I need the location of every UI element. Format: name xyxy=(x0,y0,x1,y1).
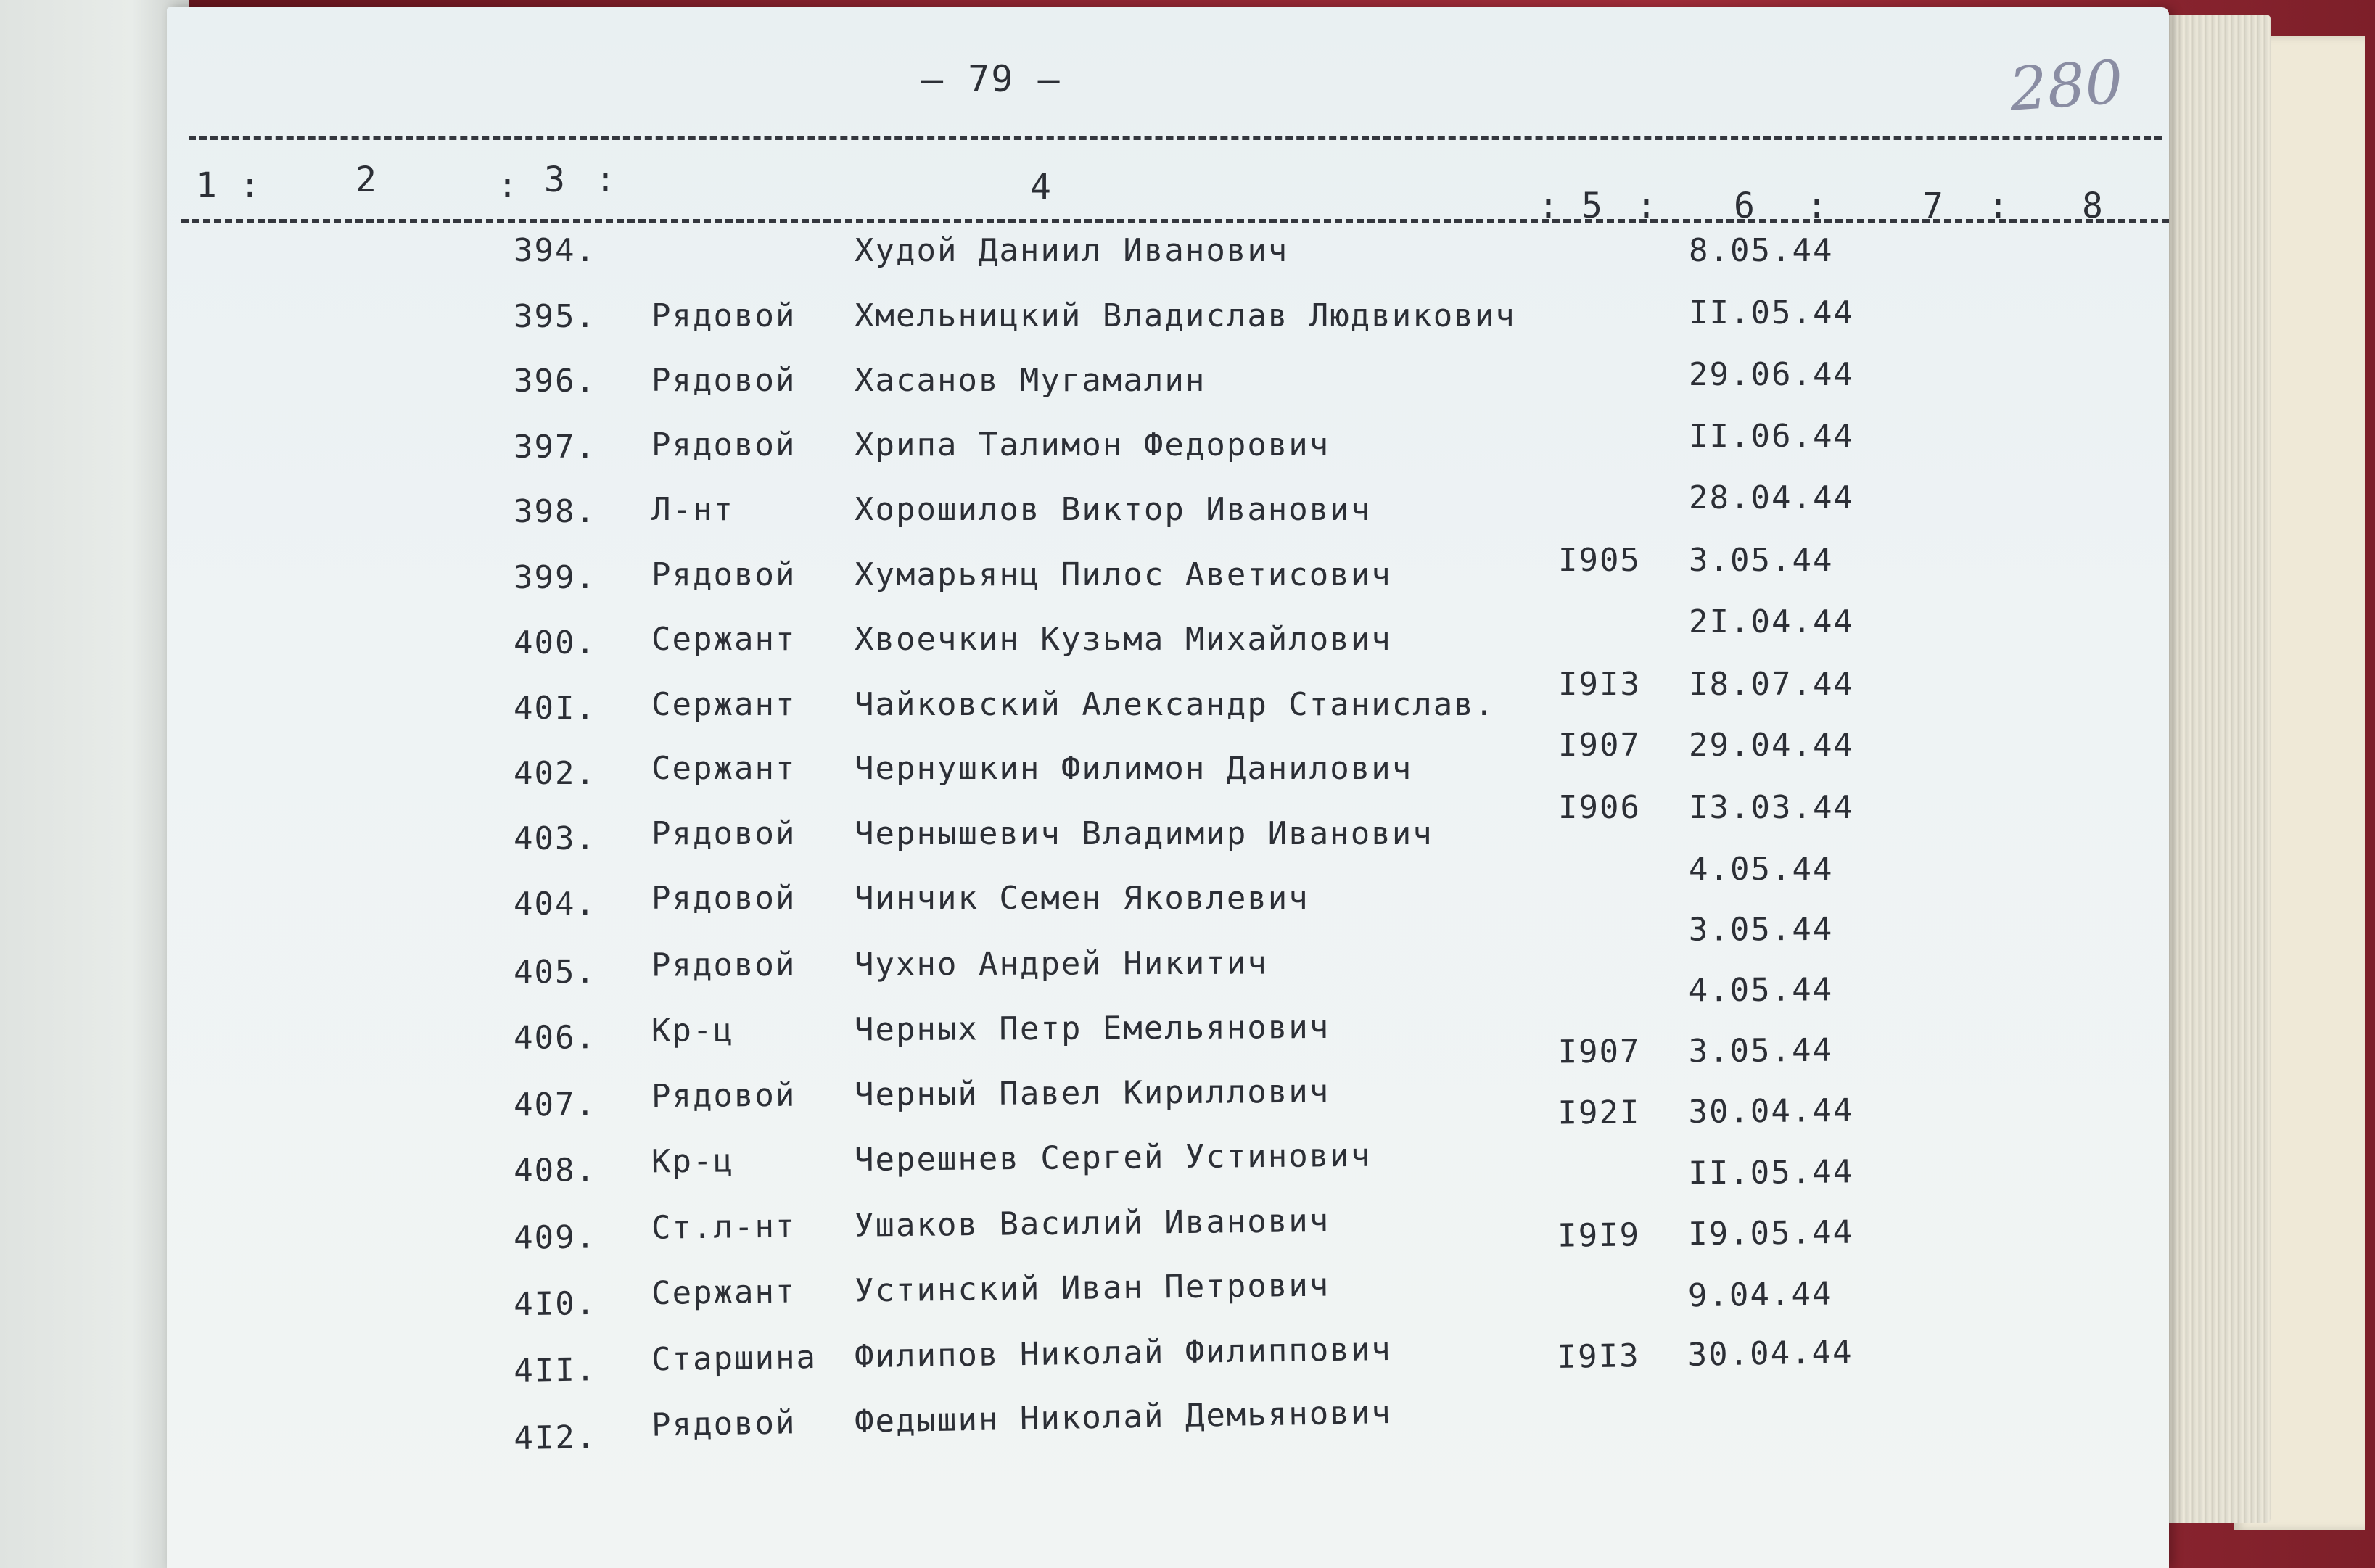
row-date: I8.07.44 xyxy=(1689,665,1854,703)
row-rank: Рядовой xyxy=(651,426,797,463)
row-number: 399. xyxy=(514,558,596,596)
table-row xyxy=(167,727,2169,804)
column-separator: : xyxy=(1988,186,2010,226)
row-date: II.05.44 xyxy=(1689,294,1854,331)
row-number: 396. xyxy=(514,363,596,400)
row-full-name: Устинский Иван Петрович xyxy=(854,1266,1330,1310)
row-number: 402. xyxy=(514,755,596,792)
column-header-3: 3 xyxy=(544,160,567,200)
row-full-name: Черных Петр Емельянович xyxy=(854,1008,1330,1049)
column-header-8: 8 xyxy=(2082,186,2104,226)
row-full-name: Чинчик Семен Яковлевич xyxy=(855,880,1309,917)
column-header-row xyxy=(167,145,2169,232)
row-full-name: Черный Павел Кириллович xyxy=(854,1073,1330,1113)
row-number: 409. xyxy=(513,1218,597,1257)
row-birth-year: I907 xyxy=(1557,1033,1641,1070)
table-row xyxy=(167,971,2169,1065)
column-header-4: 4 xyxy=(1030,167,1053,207)
row-rank: Кр-ц xyxy=(651,1142,735,1181)
row-rank: Л-нт xyxy=(651,491,734,528)
row-rank: Старшина xyxy=(651,1338,818,1378)
column-separator: : xyxy=(239,165,262,206)
row-full-name: Хмельницкий Владислав Людвикович xyxy=(855,297,1516,334)
column-header-2: 2 xyxy=(355,160,378,200)
row-date: 2I.04.44 xyxy=(1689,603,1854,640)
row-rank: Рядовой xyxy=(651,362,797,399)
row-full-name: Хорошилов Виктор Иванович xyxy=(855,491,1372,528)
row-number: 395. xyxy=(514,297,596,335)
row-date: 3.05.44 xyxy=(1688,1031,1834,1070)
row-date: 28.04.44 xyxy=(1689,479,1854,516)
row-rank: Кр-ц xyxy=(651,1012,735,1049)
row-number: 398. xyxy=(514,493,596,530)
row-date: 30.04.44 xyxy=(1687,1333,1853,1374)
row-full-name: Чайковский Александр Станислав. xyxy=(855,685,1496,723)
table-row xyxy=(167,603,2169,675)
column-header-1: 1 xyxy=(196,165,218,206)
row-number: 4I0. xyxy=(513,1284,597,1324)
row-number: 408. xyxy=(513,1152,597,1190)
column-header-6: 6 xyxy=(1734,186,1756,226)
page-number: – 79 – xyxy=(921,58,1061,100)
column-header-5: 5 xyxy=(1581,186,1604,226)
row-date: 8.05.44 xyxy=(1689,232,1834,269)
column-separator: : xyxy=(497,165,519,206)
column-separator: : xyxy=(1806,186,1829,226)
row-full-name: Чернышевич Владимир Иванович xyxy=(855,814,1433,852)
row-full-name: Хвоечкин Кузьма Михайлович xyxy=(855,621,1392,658)
row-full-name: Худой Даниил Иванович xyxy=(855,232,1289,269)
row-birth-year: I9I9 xyxy=(1557,1216,1641,1255)
row-rank: Рядовой xyxy=(651,814,797,852)
table-row xyxy=(167,232,2169,290)
row-birth-year: I9I3 xyxy=(1557,1337,1641,1376)
row-rank: Рядовой xyxy=(651,1076,797,1115)
row-date: 29.06.44 xyxy=(1689,356,1854,393)
row-date: 3.05.44 xyxy=(1689,541,1834,579)
row-rank: Сержант xyxy=(651,1273,797,1312)
row-full-name: Хасанов Мугамалин xyxy=(855,362,1206,399)
document-page xyxy=(167,7,2169,1568)
row-date: 9.04.44 xyxy=(1687,1274,1833,1314)
column-separator: : xyxy=(1636,186,1658,226)
table-row xyxy=(167,910,2169,1000)
row-full-name: Чухно Андрей Никитич xyxy=(854,944,1268,983)
row-number: 4II. xyxy=(513,1350,597,1390)
row-birth-year: I905 xyxy=(1558,541,1641,579)
row-rank: Рядовой xyxy=(651,1404,797,1444)
header-top-rule xyxy=(189,136,2162,140)
row-number: 406. xyxy=(513,1019,597,1057)
row-date: 30.04.44 xyxy=(1688,1092,1854,1131)
row-date: 3.05.44 xyxy=(1688,910,1834,949)
row-rank: Сержант xyxy=(651,685,797,723)
row-full-name: Ушаков Василий Иванович xyxy=(854,1202,1330,1245)
row-number: 4I2. xyxy=(513,1419,597,1458)
row-number: 405. xyxy=(513,953,597,991)
row-rank: Сержант xyxy=(651,621,797,658)
row-number: 40I. xyxy=(514,689,596,727)
row-number: 403. xyxy=(514,820,596,857)
table-row xyxy=(167,665,2169,740)
table-row xyxy=(167,851,2169,932)
row-number: 407. xyxy=(513,1086,597,1123)
row-date: I9.05.44 xyxy=(1687,1213,1854,1253)
table-row xyxy=(167,479,2169,547)
table-row xyxy=(167,356,2169,418)
column-separator: : xyxy=(1538,186,1560,226)
row-full-name: Хумарьянц Пилос Аветисович xyxy=(855,556,1392,593)
row-date: II.05.44 xyxy=(1688,1152,1854,1192)
row-number: 397. xyxy=(514,428,596,466)
row-full-name: Филипов Николай Филиппович xyxy=(854,1330,1393,1375)
row-date: II.06.44 xyxy=(1689,417,1854,455)
left-book-page xyxy=(0,0,189,1568)
row-rank: Рядовой xyxy=(651,946,797,984)
row-birth-year: I92I xyxy=(1557,1094,1641,1132)
table-row xyxy=(167,417,2169,483)
row-date: 4.05.44 xyxy=(1689,851,1834,888)
row-full-name: Хрипа Талимон Федорович xyxy=(855,426,1330,463)
row-rank: Рядовой xyxy=(651,297,797,334)
table-row xyxy=(167,294,2169,355)
table-row xyxy=(167,541,2169,611)
row-full-name: Черешнев Сергей Устинович xyxy=(854,1136,1372,1179)
archive-page-number: 280 xyxy=(2006,48,2125,125)
row-full-name: Чернушкин Филимон Данилович xyxy=(855,750,1413,787)
row-number: 400. xyxy=(514,624,596,661)
row-number: 404. xyxy=(514,886,596,923)
column-separator: : xyxy=(595,160,617,200)
column-header-7: 7 xyxy=(1922,186,1945,226)
row-rank: Сержант xyxy=(651,750,797,787)
row-rank: Рядовой xyxy=(651,556,797,593)
row-birth-year: I906 xyxy=(1558,788,1641,826)
table-row xyxy=(167,788,2169,868)
row-birth-year: I907 xyxy=(1558,727,1641,764)
row-full-name: Федышин Николай Демьянович xyxy=(854,1393,1393,1440)
row-rank: Рядовой xyxy=(651,880,797,917)
row-birth-year: I9I3 xyxy=(1558,665,1641,703)
row-date: 29.04.44 xyxy=(1689,727,1854,764)
row-date: I3.03.44 xyxy=(1689,788,1854,826)
row-rank: Ст.л-нт xyxy=(651,1208,797,1247)
row-date: 4.05.44 xyxy=(1688,971,1834,1010)
row-number: 394. xyxy=(514,232,596,269)
